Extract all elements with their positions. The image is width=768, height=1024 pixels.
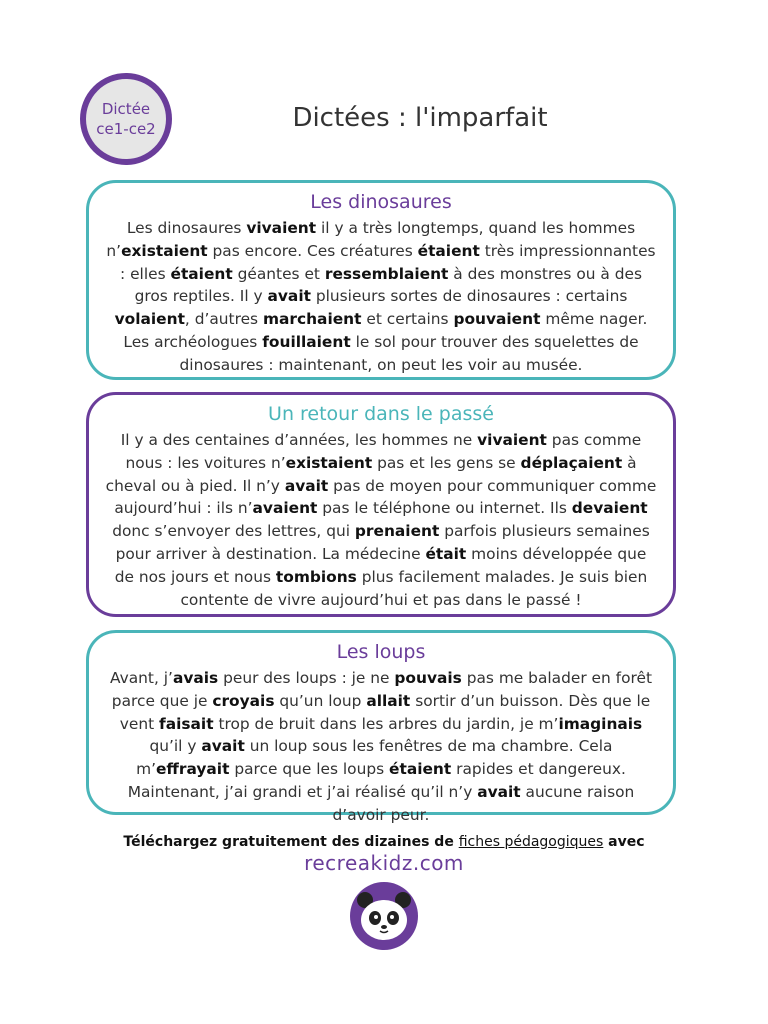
imparfait-verb: tombions <box>275 567 357 586</box>
text-segment: Les dinosaures <box>126 219 247 237</box>
imparfait-verb: étaient <box>170 264 233 283</box>
text-segment: plusieurs sortes de dinosaures : certains <box>310 287 628 306</box>
text-segment: pas comme nous : les voitures n’ <box>125 431 642 472</box>
text-segment: sortir d’un buisson. Dès que le vent <box>119 691 651 733</box>
imparfait-verb: faisait <box>159 714 214 733</box>
text-segment: parce que les loups <box>229 760 390 779</box>
imparfait-verb: avait <box>267 287 311 306</box>
text-segment: peur des loups : je ne <box>218 669 395 687</box>
text-segment: géantes et <box>232 264 325 283</box>
dictation-card-dinosaurs <box>86 180 676 380</box>
imparfait-verb: déplaçaient <box>520 453 623 472</box>
imparfait-verb: pouvaient <box>453 310 541 329</box>
dictation-card-past <box>86 392 676 617</box>
worksheets-link[interactable]: fiches pédagogiques <box>458 834 604 850</box>
card-title: Les dinosaures <box>310 191 452 213</box>
imparfait-verb: existaient <box>121 241 208 260</box>
panda-logo-icon <box>345 882 423 950</box>
imparfait-verb: avait <box>477 782 521 801</box>
text-segment: qu’un loup <box>274 691 367 710</box>
text-segment: moins développée que de nos jours et nous <box>114 544 647 586</box>
imparfait-verb: étaient <box>389 760 452 779</box>
card-title: Les loups <box>336 641 426 663</box>
text-segment: pas me balader en forêt parce que je <box>111 669 652 710</box>
footer-download-text <box>0 834 768 850</box>
badge-line-2: ce1-ce2 <box>96 120 156 138</box>
text-segment: rapides et dangereux. Maintenant, j’ai grandi et j’ai réalisé qu’il n’y <box>127 760 626 801</box>
text-segment: pas le téléphone ou internet. Ils <box>317 499 572 518</box>
text-segment: le sol pour trouver des squelettes de dinosaures : maintenant, on peut les voir au musée. <box>179 332 639 374</box>
text-segment: qu’il y <box>149 737 202 756</box>
text-segment: plus facilement malades. Je suis bien contente de vivre aujourd’hui et pas dans le passé ! <box>180 567 648 609</box>
text-segment: à cheval ou à pied. Il n’y <box>105 453 637 495</box>
text-segment: pas et les gens se <box>372 453 521 472</box>
text-segment: trop de bruit dans les arbres du jardin, je m’ <box>213 714 559 733</box>
text-segment: , d’autres <box>184 310 263 329</box>
text-segment: pas encore. Ces créatures <box>207 241 418 260</box>
imparfait-verb: prenaient <box>354 522 440 541</box>
imparfait-verb: vivaient <box>246 219 317 237</box>
imparfait-verb: fouillaient <box>262 332 351 351</box>
text-segment: Il y a des centaines d’années, les hommes ne <box>120 431 478 449</box>
imparfait-verb: volaient <box>114 310 185 329</box>
imparfait-verb: était <box>425 544 467 563</box>
text-segment: à des monstres ou à des gros reptiles. Il y <box>134 264 642 306</box>
text-segment: très impressionnantes : elles <box>120 241 656 283</box>
text-segment: un loup sous les fenêtres de ma chambre. Cela m’ <box>136 737 613 779</box>
imparfait-verb: avais <box>172 669 219 687</box>
text-segment: et certains <box>361 310 454 329</box>
imparfait-verb: marchaient <box>262 310 362 329</box>
text-segment: Avant, j’ <box>110 669 173 687</box>
imparfait-verb: avait <box>284 476 329 495</box>
site-url[interactable]: recreakidz.com <box>304 851 464 875</box>
imparfait-verb: imaginais <box>558 714 643 733</box>
imparfait-verb: avait <box>201 737 245 756</box>
footer-text-after: avec <box>603 834 645 850</box>
footer-text-before: Téléchargez gratuitement des dizaines de <box>123 834 459 850</box>
imparfait-verb: vivaient <box>477 431 547 449</box>
imparfait-verb: étaient <box>417 241 480 260</box>
card-text <box>105 217 657 377</box>
text-segment: donc s’envoyer des lettres, qui <box>112 522 355 541</box>
level-badge <box>80 73 172 165</box>
imparfait-verb: croyais <box>212 691 275 710</box>
text-segment: parfois plusieurs semaines pour arriver à destination. La médecine <box>115 522 650 563</box>
card-text <box>105 429 657 611</box>
imparfait-verb: ressemblaient <box>324 264 449 283</box>
imparfait-verb: effrayait <box>155 760 230 779</box>
imparfait-verb: pouvais <box>394 669 462 687</box>
dictation-card-wolves <box>86 630 676 824</box>
badge-line-1: Dictée <box>101 100 151 118</box>
text-segment: aucune raison d’avoir peur. <box>332 782 635 824</box>
card-text <box>105 667 657 827</box>
card-title: Un retour dans le passé <box>268 403 494 425</box>
imparfait-verb: existaient <box>285 453 373 472</box>
imparfait-verb: avaient <box>252 499 318 518</box>
imparfait-verb: allait <box>366 691 411 710</box>
page-title: Dictées : l'imparfait <box>292 103 548 133</box>
text-segment: pas de moyen pour communiquer comme aujourd’hui : ils n’ <box>114 476 657 518</box>
imparfait-verb: devaient <box>571 499 648 518</box>
text-segment: il y a très longtemps, quand les hommes n’ <box>106 219 636 260</box>
text-segment: même nager. Les archéologues <box>123 310 648 351</box>
